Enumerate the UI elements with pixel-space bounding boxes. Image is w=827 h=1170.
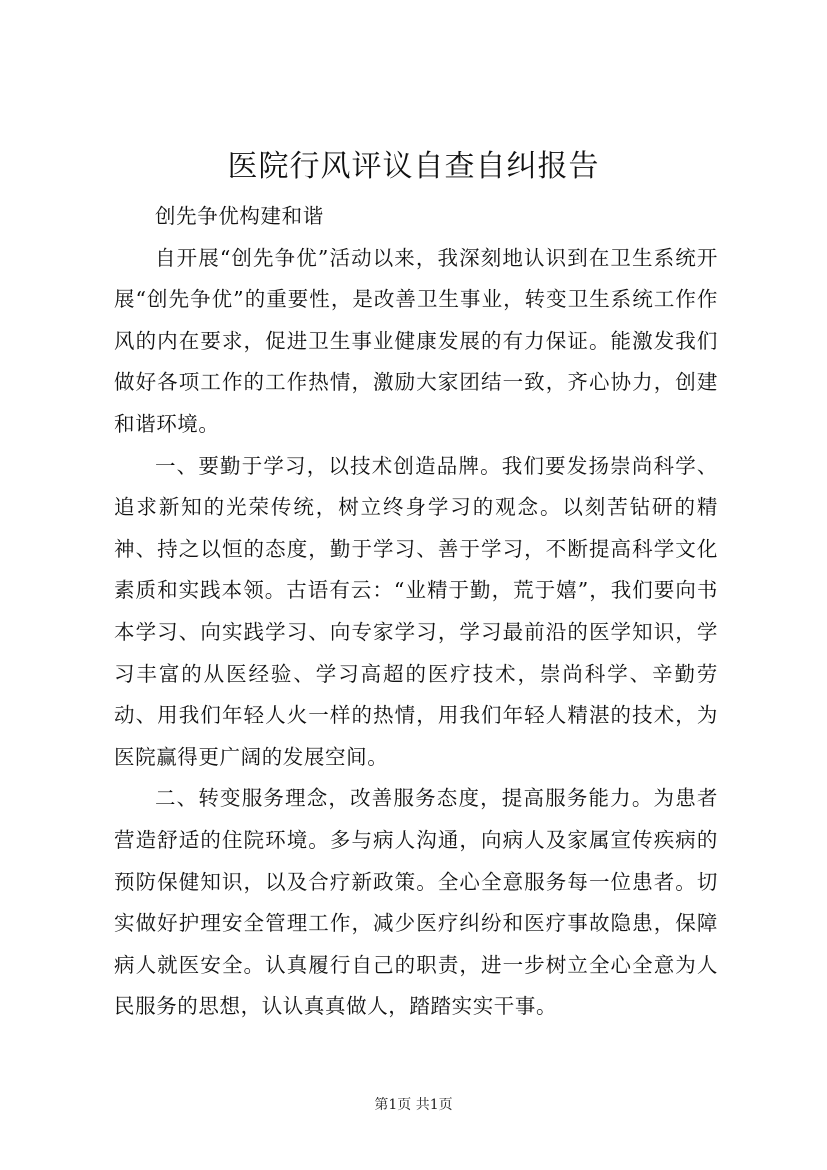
section-one-paragraph: 一、要勤于学习，以技术创造品牌。我们要发扬崇尚科学、追求新知的光荣传统，树立终身学习的观念。以刻苦钻研的精神、持之以恒的态度，勤于学习、善于学习，不断提高科学文化素质和实践本领。古语有云：“业精于勤，荒于嬉”，我们要向书本学习、向实践学习、向专家学习，学习最前沿的医学知识，学习丰富的从医经验、学习高超的医疗技术，崇尚科学、辛勤劳动、用我们年轻人火一样的热情，用我们年轻人精湛的技术，为医院赢得更广阔的发展空间。 [114, 453, 718, 769]
section-two-paragraph: 二、转变服务理念，改善服务态度，提高服务能力。为患者营造舒适的住院环境。多与病人沟通，向病人及家属宣传疾病的预防保健知识，以及合疗新政策。全心全意服务每一位患者。切实做好护理安全管理工作，减少医疗纠纷和医疗事故隐患，保障病人就医安全。认真履行自己的职责，进一步树立全心全意为人民服务的思想，认认真真做人，踏踏实实干事。 [114, 786, 718, 1019]
subtitle-paragraph: 创先争优构建和谐 [155, 204, 324, 228]
document-title: 医院行风评议自查自纠报告 [227, 149, 600, 184]
intro-paragraph: 自开展“创先争优”活动以来，我深刻地认识到在卫生系统开展“创先争优”的重要性，是改善卫生事业，转变卫生系统工作作风的内在要求，促进卫生事业健康发展的有力保证。能激发我们做好各项工作的工作热情，激励大家团结一致，齐心协力，创建和谐环境。 [114, 245, 718, 436]
document-body [114, 196, 718, 1028]
page-number-footer: 第1页 共1页 [374, 1097, 453, 1113]
